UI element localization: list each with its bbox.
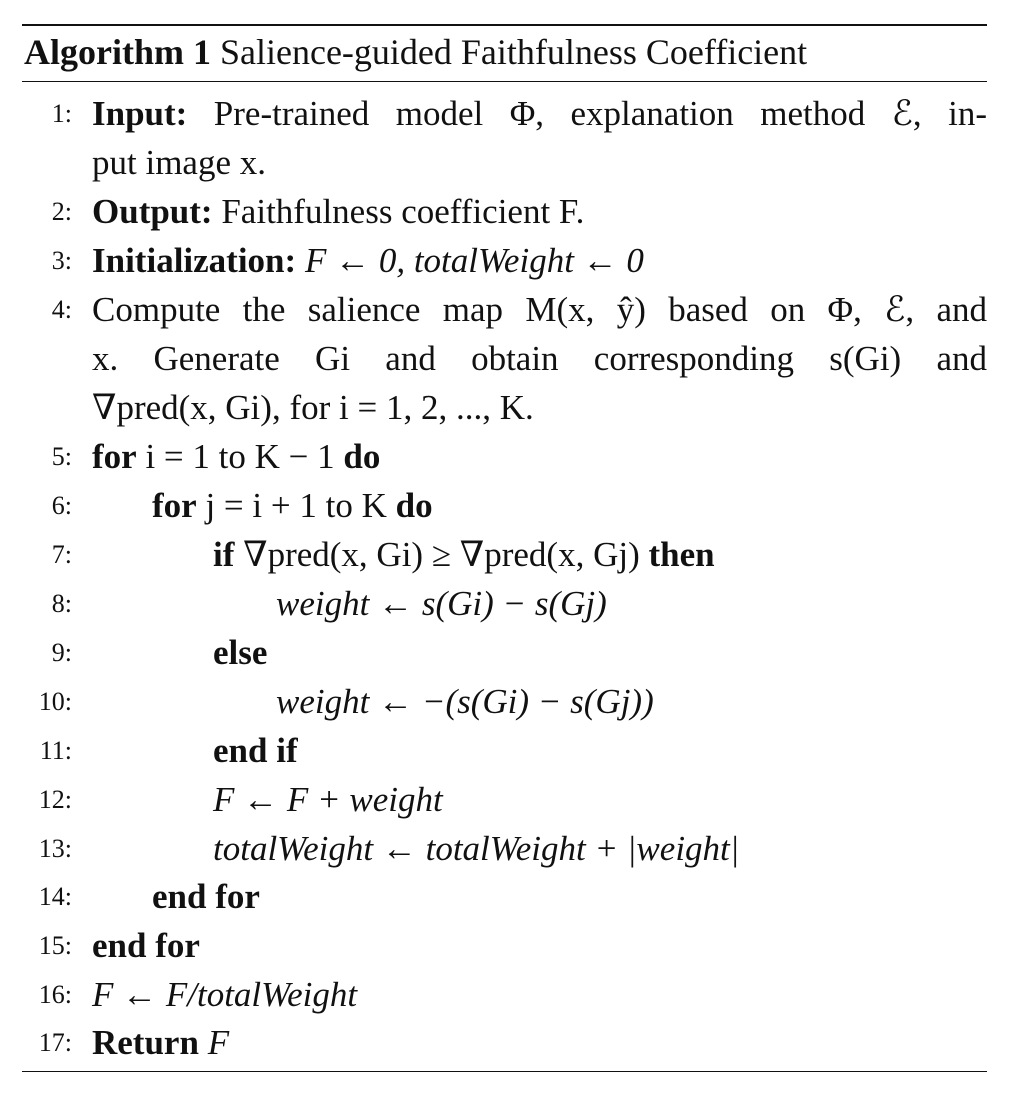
algo-line-11 bbox=[0, 727, 1014, 775]
keyword-if: if bbox=[213, 535, 235, 574]
line-number: 2: bbox=[51, 197, 72, 226]
line-content bbox=[92, 237, 644, 285]
keyword-for: for bbox=[92, 437, 137, 476]
line-number: 17: bbox=[38, 1028, 72, 1057]
line-text: j = i + 1 to K bbox=[205, 486, 387, 525]
line-number: 14: bbox=[38, 882, 72, 911]
algo-line-16 bbox=[0, 971, 1014, 1019]
line-number: 5: bbox=[51, 442, 72, 471]
line-number: 15: bbox=[38, 931, 72, 960]
line-text: ∇pred(x, Gi) ≥ ∇pred(x, Gj) bbox=[243, 535, 640, 574]
line-content bbox=[92, 188, 584, 236]
line-text: Compute the salience map M(x, ŷ) based on Φ, ℰ, and bbox=[92, 290, 987, 329]
keyword-end-if: end if bbox=[213, 731, 298, 770]
algo-line-9 bbox=[0, 629, 1014, 677]
bottom-rule bbox=[22, 1071, 987, 1072]
line-number: 13: bbox=[38, 834, 72, 863]
line-number: 4: bbox=[51, 295, 72, 324]
algo-line-14 bbox=[0, 873, 1014, 921]
keyword-input: Input: bbox=[92, 94, 188, 133]
top-rule bbox=[22, 24, 987, 26]
keyword-do: do bbox=[343, 437, 381, 476]
line-number: 10: bbox=[38, 687, 72, 716]
line-text: weight ← −(s(Gi) − s(Gj)) bbox=[276, 682, 654, 721]
line-number: 12: bbox=[38, 785, 72, 814]
line-text: totalWeight ← totalWeight + |weight| bbox=[213, 829, 740, 868]
keyword-output: Output: bbox=[92, 192, 213, 231]
line-text: Faithfulness coefficient F. bbox=[221, 192, 585, 231]
line-text: F ← F/totalWeight bbox=[92, 975, 358, 1014]
line-number: 1: bbox=[51, 99, 72, 128]
line-number: 16: bbox=[38, 980, 72, 1009]
keyword-end-for: end for bbox=[92, 926, 200, 965]
line-content bbox=[92, 1019, 229, 1067]
algo-line-5 bbox=[0, 433, 1014, 481]
keyword-initialization: Initialization: bbox=[92, 241, 297, 280]
line-number: 6: bbox=[51, 491, 72, 520]
algo-line-13 bbox=[0, 825, 1014, 873]
line-content bbox=[213, 531, 715, 579]
algorithm-caption bbox=[24, 28, 807, 76]
line-text-continued: put image x. bbox=[92, 143, 266, 182]
algo-line-4-continued-2 bbox=[0, 384, 1014, 432]
line-text: F bbox=[207, 1023, 230, 1062]
line-text: F ← 0, totalWeight ← 0 bbox=[304, 241, 644, 280]
algorithm-title: Salience-guided Faithfulness Coefficient bbox=[219, 32, 808, 72]
algo-line-10 bbox=[0, 678, 1014, 726]
line-content bbox=[92, 90, 987, 138]
algo-line-15 bbox=[0, 922, 1014, 970]
algo-line-3 bbox=[0, 237, 1014, 285]
algo-line-1 bbox=[0, 90, 1014, 138]
keyword-do: do bbox=[395, 486, 433, 525]
algo-line-6 bbox=[0, 482, 1014, 530]
line-text-continued: ∇pred(x, Gi), for i = 1, 2, ..., K. bbox=[92, 388, 534, 427]
line-text: F ← F + weight bbox=[213, 780, 443, 819]
caption-rule bbox=[22, 81, 987, 82]
line-number: 9: bbox=[51, 638, 72, 667]
algo-line-7 bbox=[0, 531, 1014, 579]
keyword-for: for bbox=[152, 486, 197, 525]
line-number: 3: bbox=[51, 246, 72, 275]
algo-line-1-continued bbox=[0, 139, 1014, 187]
line-number: 7: bbox=[51, 540, 72, 569]
line-text: weight ← s(Gi) − s(Gj) bbox=[276, 584, 607, 623]
keyword-return: Return bbox=[92, 1023, 199, 1062]
algo-line-17 bbox=[0, 1019, 1014, 1067]
line-text: Pre-trained model Φ, explanation method ℰ, in- bbox=[213, 94, 987, 133]
algo-line-12 bbox=[0, 776, 1014, 824]
line-number: 11: bbox=[39, 736, 72, 765]
line-content bbox=[152, 482, 433, 530]
line-number: 8: bbox=[51, 589, 72, 618]
keyword-else: else bbox=[213, 633, 268, 672]
line-text-continued: x. Generate Gi and obtain corresponding s(Gi) and bbox=[92, 339, 987, 378]
algorithm-label: Algorithm 1 bbox=[24, 32, 211, 72]
algo-line-4 bbox=[0, 286, 1014, 334]
line-text: i = 1 to K − 1 bbox=[145, 437, 335, 476]
line-content bbox=[92, 433, 380, 481]
algo-line-8 bbox=[0, 580, 1014, 628]
keyword-end-for: end for bbox=[152, 877, 260, 916]
algo-line-2 bbox=[0, 188, 1014, 236]
keyword-then: then bbox=[648, 535, 715, 574]
algo-line-4-continued-1 bbox=[0, 335, 1014, 383]
